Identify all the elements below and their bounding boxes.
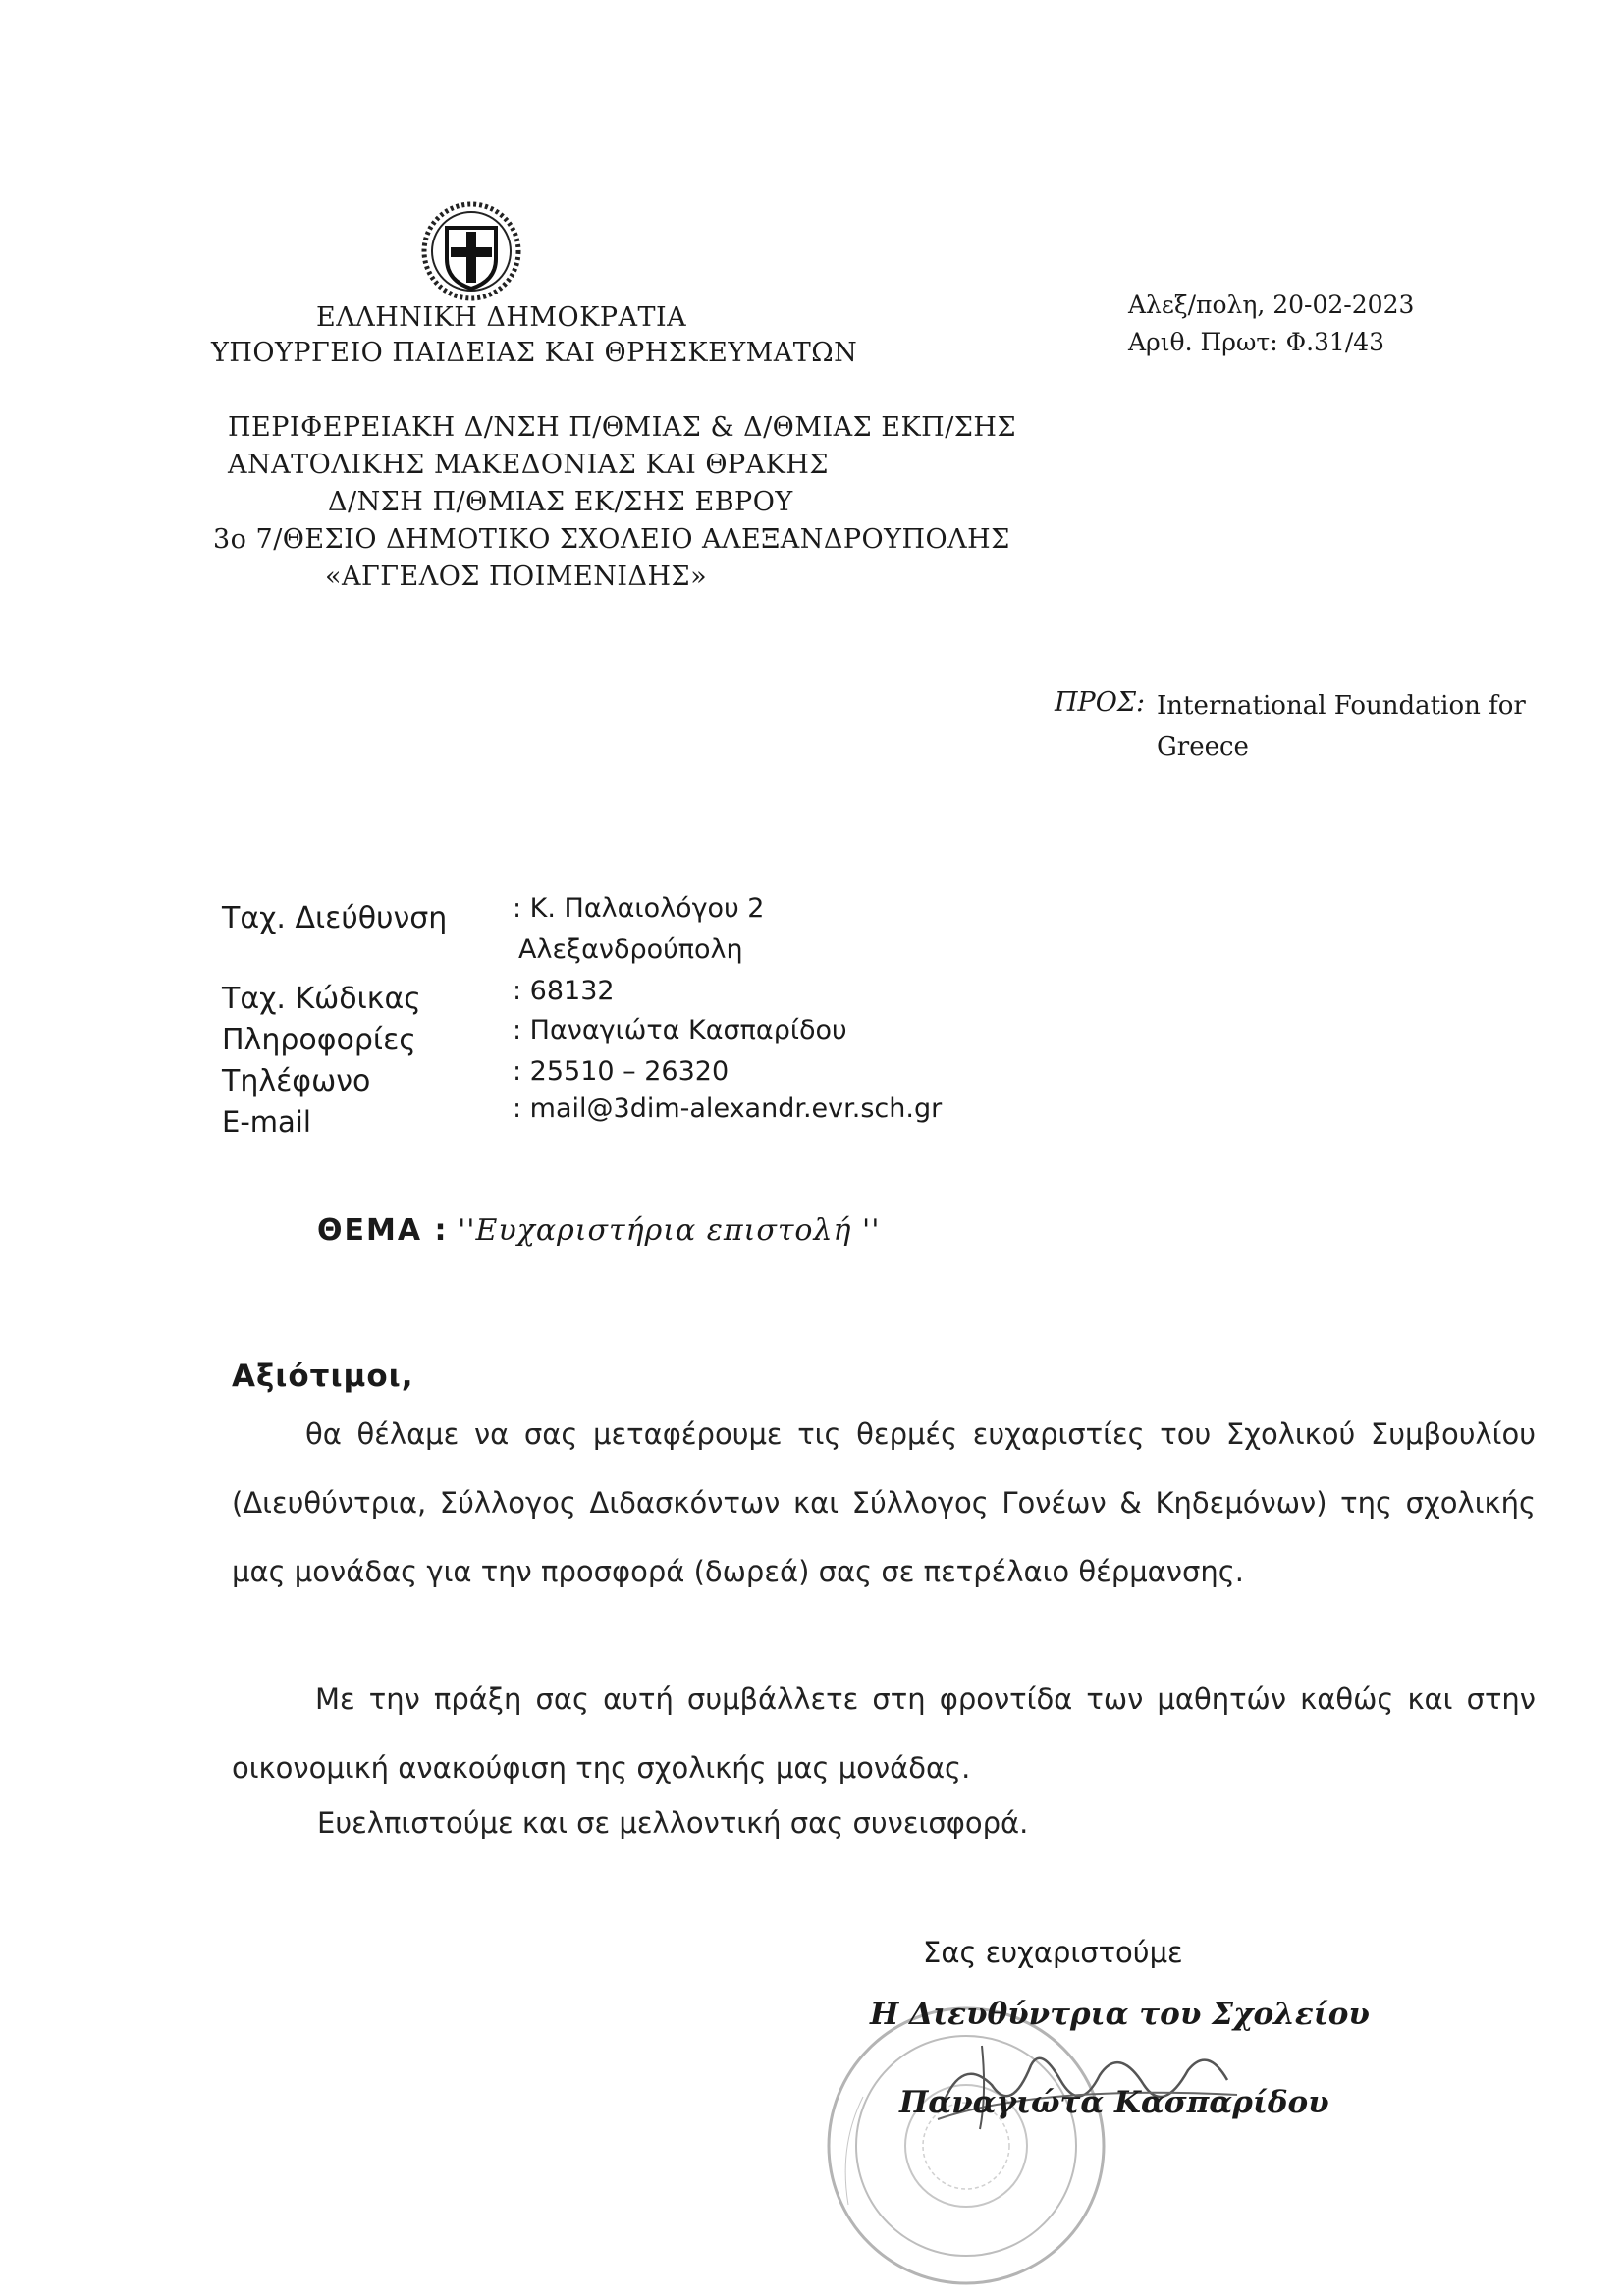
info-label: Πληροφορίες xyxy=(222,1023,416,1057)
postcode-value: : 68132 xyxy=(513,976,615,1006)
recipient-label: ΠΡΟΣ: xyxy=(1055,687,1146,718)
signatory-name: Παναγιώτα Κασπαρίδου xyxy=(899,2085,1329,2120)
protocol-number: Αριθ. Πρωτ: Φ.31/43 xyxy=(1128,328,1385,356)
email-label: E-mail xyxy=(222,1105,311,1139)
body-paragraph-1: θα θέλαμε να σας μεταφέρουμε τις θερμές ευχαριστίες του Σχολικού Συμβουλίου (Διευθύντρια, Σύλλογος Διδασκόντων και Σύλλογος Γονέων & Κηδεμόνων) της σχολικής μας μονάδας για την προσφορά (δωρεά) σας σε πετρέλαιο θέρμανσης. xyxy=(232,1417,1536,1588)
email-value: : mail@3dim-alexandr.evr.sch.gr xyxy=(513,1094,943,1124)
greeting: Αξιότιμοι, xyxy=(232,1359,414,1394)
body-paragraph-2: Με την πράξη σας αυτή συμβάλλετε στη φροντίδα των μαθητών καθώς και στην οικονομική ανακούφιση της σχολικής μας μονάδας. xyxy=(232,1682,1536,1785)
address-label: Ταχ. Διεύθυνση xyxy=(222,901,448,935)
postcode-label: Ταχ. Κώδικας xyxy=(222,982,421,1016)
header-regional-directorate-2: ΑΝΑΤΟΛΙΚΗΣ ΜΑΚΕΔΟΝΙΑΣ ΚΑΙ ΘΡΑΚΗΣ xyxy=(228,450,829,480)
recipient-name: International Foundation for Greece xyxy=(1157,691,1526,762)
header-directorate: Δ/ΝΣΗ Π/ΘΜΙΑΣ ΕΚ/ΣΗΣ ΕΒΡΟΥ xyxy=(328,487,793,517)
greek-coat-of-arms-icon xyxy=(417,200,525,303)
body-paragraph-3: Ευελπιστούμε και σε μελλοντική σας συνεισφορά. xyxy=(317,1806,1029,1840)
header-school: 3ο 7/ΘΕΣΙΟ ΔΗΜΟΤΙΚΟ ΣΧΟΛΕΙΟ ΑΛΕΞΑΝΔΡΟΥΠΟΛΗΣ xyxy=(213,524,1010,555)
subject-text: ''Ευχαριστήρια επιστολή '' xyxy=(458,1213,881,1248)
closing-thanks: Σας ευχαριστούμε xyxy=(923,1936,1183,1969)
subject-label: ΘΕΜΑ : xyxy=(317,1213,449,1248)
phone-label: Τηλέφωνο xyxy=(222,1064,371,1098)
info-value: : Παναγιώτα Κασπαρίδου xyxy=(513,1015,847,1045)
place-date: Αλεξ/πολη, 20-02-2023 xyxy=(1128,291,1415,319)
address-city: Αλεξανδρούπολη xyxy=(518,934,743,965)
address-value: : Κ. Παλαιολόγου 2 xyxy=(513,893,765,924)
phone-value: : 25510 – 26320 xyxy=(513,1056,730,1087)
header-republic: ΕΛΛΗΝΙΚΗ ΔΗΜΟΚΡΑΤΙΑ xyxy=(316,302,687,333)
header-regional-directorate-1: ΠΕΡΙΦΕΡΕΙΑΚΗ Δ/ΝΣΗ Π/ΘΜΙΑΣ & Δ/ΘΜΙΑΣ ΕΚΠ/ΣΗΣ xyxy=(228,412,1017,443)
signatory-title: Η Διευθύντρια του Σχολείου xyxy=(870,1997,1370,2032)
header-school-name: «ΑΓΓΕΛΟΣ ΠΟΙΜΕΝΙΔΗΣ» xyxy=(325,561,708,592)
subject-line xyxy=(317,1213,881,1248)
header-ministry: ΥΠΟΥΡΓΕΙΟ ΠΑΙΔΕΙΑΣ ΚΑΙ ΘΡΗΣΚΕΥΜΑΤΩΝ xyxy=(211,338,858,368)
